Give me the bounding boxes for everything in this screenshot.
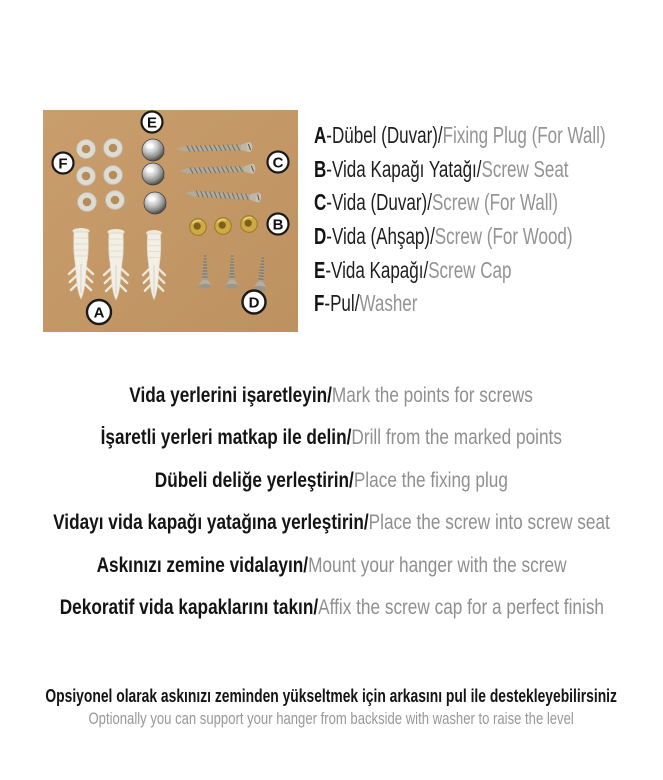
legend-letter: D [314, 223, 327, 250]
legend-letter: A [314, 122, 327, 149]
instruction-turkish: İşaretli yerleri matkap ile delin [100, 426, 347, 450]
instruction-line-1 [0, 374, 663, 417]
separator: / [363, 511, 369, 535]
instruction-line-4 [0, 502, 663, 545]
separator: / [312, 596, 318, 620]
legend-english: Screw Cap [428, 256, 512, 283]
legend-item-a [314, 119, 663, 153]
separator: / [427, 189, 432, 216]
dash: - [326, 223, 332, 250]
instruction-line-3 [0, 459, 663, 502]
separator: / [476, 155, 482, 182]
separator: / [303, 553, 309, 577]
label-letter-f: F [58, 155, 68, 173]
note-english: Optionally you can support your hanger from backside with washer to raise the level [88, 709, 575, 728]
note-turkish: Opsiyonel olarak askınızı zeminden yükseltmek için arkasını pul ile destekleyebilirsiniz [45, 685, 618, 706]
instruction-english: Drill from the marked points [351, 426, 563, 450]
legend-letter: C [314, 189, 327, 216]
legend-letter: E [314, 256, 326, 283]
legend-turkish: Dübel (Duvar) [331, 122, 438, 149]
legend-letter: F [314, 290, 325, 317]
dash: - [326, 189, 332, 216]
note-english-line [0, 707, 663, 730]
label-badge-b [268, 214, 289, 235]
instruction-turkish: Vida yerlerini işaretleyin [129, 383, 328, 407]
separator: / [346, 426, 352, 450]
label-letter-d: D [248, 294, 260, 312]
legend-english: Fixing Plug (For Wall) [442, 122, 606, 149]
separator: / [327, 383, 333, 407]
legend-turkish: Vida Kapağı Yatağı [331, 155, 477, 182]
separator: / [354, 290, 360, 317]
instruction-english: Place the fixing plug [353, 468, 509, 492]
legend-turkish: Vida (Duvar) [331, 189, 428, 216]
instruction-line-2 [0, 417, 663, 460]
label-badge-a [87, 300, 111, 324]
instruction-list [0, 374, 663, 629]
legend-item-f [314, 287, 663, 321]
optional-note [0, 684, 663, 730]
legend-english: Screw Seat [481, 155, 569, 182]
separator: / [349, 468, 354, 492]
instruction-english: Mount your hanger with the screw [308, 553, 567, 577]
separator: / [437, 122, 443, 149]
note-turkish-line [0, 684, 663, 707]
screw-caps-group [142, 139, 168, 214]
instruction-turkish: Askınızı zemine vidalayın [96, 553, 304, 577]
instruction-english: Place the screw into screw seat [368, 511, 610, 535]
legend-english: Washer [359, 290, 418, 317]
instruction-line-6 [0, 587, 663, 630]
screw-seats-group [190, 216, 258, 236]
instruction-line-5 [0, 544, 663, 587]
instruction-turkish: Dekoratif vida kapaklarını takın [59, 596, 313, 620]
label-badge-e [142, 112, 163, 133]
legend-item-e [314, 253, 663, 287]
legend-item-b [314, 153, 663, 187]
hardware-photo [43, 110, 298, 332]
legend-letter: B [314, 155, 327, 182]
legend-english: Screw (For Wood) [434, 223, 573, 250]
label-badge-f [53, 153, 74, 174]
legend-item-d [314, 220, 663, 254]
dash: - [325, 256, 332, 283]
legend-turkish: Vida Kapağı [331, 256, 424, 283]
dash: - [326, 155, 332, 182]
separator: / [423, 256, 429, 283]
instruction-english: Mark the points for screws [332, 383, 534, 407]
parts-legend [314, 119, 663, 321]
label-letter-b: B [272, 216, 284, 234]
legend-turkish: Vida (Ahşap) [331, 223, 431, 250]
label-letter-a: A [93, 304, 105, 322]
legend-item-c [314, 186, 663, 220]
dash: - [324, 290, 331, 317]
separator: / [430, 223, 435, 250]
instruction-turkish: Vidayı vida kapağı yatağına yerleştirin [53, 511, 364, 535]
label-badge-d [243, 291, 266, 314]
label-letter-c: C [272, 154, 284, 172]
instruction-english: Affix the screw cap for a perfect finish [317, 596, 604, 620]
legend-turkish: Pul [330, 290, 355, 317]
label-letter-e: E [146, 114, 158, 132]
dash: - [326, 122, 332, 149]
label-badge-c [268, 152, 289, 173]
instruction-turkish: Dübeli deliğe yerleştirin [154, 468, 350, 492]
legend-english: Screw (For Wall) [431, 189, 559, 216]
